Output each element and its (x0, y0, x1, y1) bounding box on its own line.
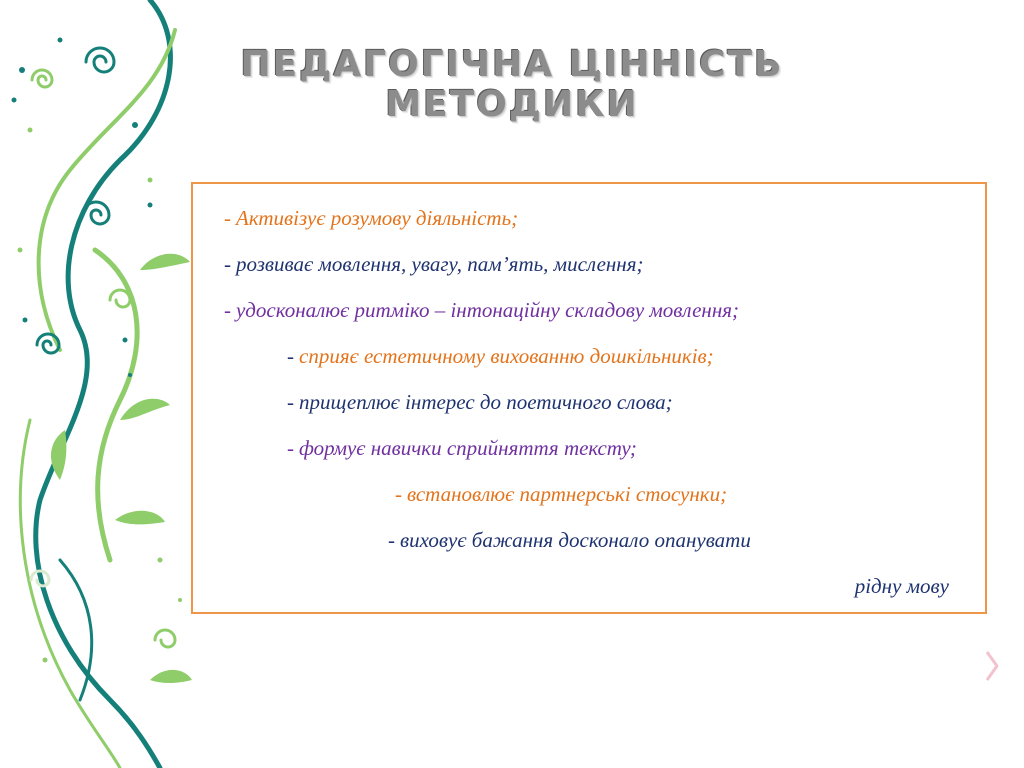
list-item-continuation (855, 573, 949, 599)
list-item (395, 481, 727, 507)
list-item-dash: - (224, 252, 231, 276)
list-item-text: прищеплює інтерес до поетичного слова; (299, 390, 673, 414)
list-item (287, 343, 714, 369)
list-item (287, 389, 673, 415)
list-item-dash: - (287, 390, 294, 414)
list-item (287, 435, 637, 461)
list-item-dash: - (224, 206, 231, 230)
list-item-text: рідну мову (854, 574, 949, 598)
list-item-dash: - (287, 436, 294, 460)
list-item (224, 297, 739, 323)
list-item-dash: - (287, 344, 294, 368)
list-item-text: виховує бажання досконало опанувати (400, 528, 751, 552)
list-item-text: сприяє естетичному вихованню дошкільників; (299, 344, 714, 368)
slide-title: ПЕДАГОГІЧНА ЦІННІСТЬ (240, 44, 784, 85)
list-item (388, 527, 751, 553)
list-item-text: розвиває мовлення, увагу, пам’ять, мислення; (236, 252, 644, 276)
list-item-dash: - (224, 298, 231, 322)
content-box (191, 182, 987, 614)
list-item (224, 205, 518, 231)
list-item (224, 251, 643, 277)
list-item-text: Активізує розумову діяльність; (236, 206, 519, 230)
list-item-text: встановлює партнерські стосунки; (407, 482, 728, 506)
list-item-dash: - (395, 482, 402, 506)
list-item-text: формує навички сприйняття тексту; (299, 436, 637, 460)
next-arrow-icon[interactable] (984, 646, 1000, 686)
list-item-text: удосконалює ритміко – інтонаційну складову мовлення; (236, 298, 739, 322)
slide-title-continuation: МЕТОДИКИ (385, 84, 639, 125)
list-item-dash: - (388, 528, 395, 552)
